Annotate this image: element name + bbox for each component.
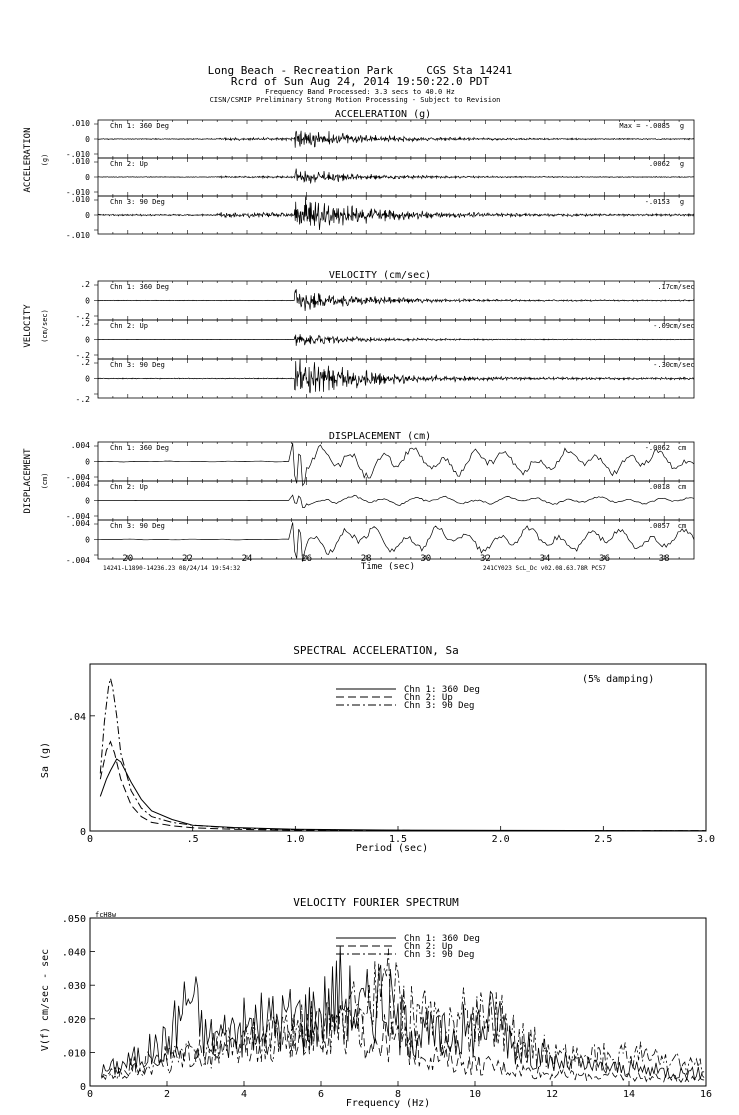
time-tick-label: 34 [539,554,551,564]
legend-label: Chn 3: 90 Deg [404,701,475,711]
x-tick-label: 1.0 [286,834,305,845]
velocity-channel-1 [76,280,695,321]
displacement-units: (cm) [41,472,49,490]
waveform [98,197,694,230]
y-tick-label-top: .004 [70,480,90,489]
x-tick-label: 2.0 [491,834,510,845]
time-history-panels [66,119,695,565]
y-tick-label-top: .2 [80,319,90,328]
channel-label: Chn 1: 360 Deg [110,283,170,291]
fs-ylabel: V(f) cm/sec - sec [40,948,51,1052]
channel-peak: -.30 [653,361,670,369]
channel-peak: -.0062 [644,444,670,452]
y-tick-label-bottom: -.010 [65,150,90,159]
channel-peak: .0018 [648,483,670,491]
title-line-2: Rcrd of Sun Aug 24, 2014 19:50:22.0 PDT [230,75,490,88]
channel-label: Chn 2: Up [110,322,148,330]
y-tick-label-top: .2 [80,280,90,289]
displacement-side-label: DISPLACEMENT [23,448,33,514]
velocity-units: (cm/sec) [41,309,49,343]
y-tick-label-zero: 0 [85,457,90,467]
channel-unit: g [679,122,685,130]
y-tick-label-zero: 0 [85,335,90,345]
x-tick-label: .5 [186,834,199,845]
time-axis-label: Time (sec) [360,562,416,572]
channel-label: Chn 1: 360 Deg [110,444,170,452]
channel-label: Chn 3: 90 Deg [110,522,165,530]
waveform [98,131,694,148]
fs-note: fcH8w [95,911,117,919]
channel-unit: cm [677,444,687,452]
sa-title: SPECTRAL ACCELERATION, Sa [293,644,459,657]
fs-title: VELOCITY FOURIER SPECTRUM [293,896,459,909]
channel-label: Chn 3: 90 Deg [110,198,165,206]
y-tick-label-top: .010 [70,157,90,166]
y-tick-label-bottom: -.2 [75,312,90,321]
x-tick-label: 1.5 [388,834,408,845]
y-tick-label-bottom: -.2 [75,395,90,404]
channel-label: Chn 3: 90 Deg [110,361,165,369]
channel-unit: cm [677,483,687,491]
time-tick-label: 20 [122,554,134,564]
y-tick-label-zero: 0 [85,296,90,306]
displacement-channel-2 [66,480,694,521]
channel-label: Chn 1: 360 Deg [110,122,170,130]
fs-legend [336,934,480,960]
x-tick-label: 0 [86,834,94,845]
sa-legend [336,685,480,711]
fs-series [102,946,705,1082]
y-tick-label-top: .004 [70,441,90,450]
time-tick-label: 24 [241,554,253,564]
x-tick-label: 0 [86,1089,94,1100]
waveform [98,289,694,311]
time-tick-label: 28 [360,554,372,564]
sa-xlabel: Period (sec) [355,843,429,854]
x-tick-label: 2 [163,1089,171,1100]
y-tick-label: .040 [61,947,86,959]
channel-peak: .0057 [648,522,670,530]
velocity-side-label: VELOCITY [23,304,33,348]
displacement-title: DISPLACEMENT (cm) [328,431,432,442]
velocity-channel-3 [76,358,695,404]
title-line-3: Frequency Band Processed: 3.3 secs to 40.0 Hz [265,88,455,96]
y-tick-label: .030 [61,981,86,993]
fs-ticks [62,914,712,1100]
channel-unit: cm/sec [669,283,695,291]
y-tick-label-bottom: -.010 [65,231,90,240]
y-tick-label: .020 [61,1014,86,1026]
legend-label: Chn 2: Up [404,942,453,952]
title-line-4: CISN/CSMIP Preliminary Strong Motion Processing - Subject to Revision [209,96,501,104]
x-tick-label: 14 [622,1089,636,1100]
y-tick-label-zero: 0 [85,496,90,506]
waveform [98,334,694,346]
legend-label: Chn 2: Up [404,693,453,703]
y-tick-label-bottom: -.010 [65,188,90,197]
waveform [98,495,694,507]
channel-unit: cm/sec [669,322,695,330]
time-tick-label: 22 [181,554,193,564]
series-line-2 [100,742,706,831]
acceleration-units: (g) [41,153,49,167]
y-tick-label-top: .010 [70,119,90,128]
time-tick-label: 38 [658,554,670,564]
fs-xlabel: Frequency (Hz) [345,1098,431,1109]
x-tick-label: 10 [468,1089,482,1100]
legend-label: Chn 1: 360 Deg [404,685,480,695]
waveform [98,169,694,184]
y-tick-label: 0 [79,827,86,838]
accel-channel-1 [66,119,694,159]
waveform [98,359,694,394]
sa-ylabel: Sa (g) [40,741,51,779]
y-tick-label-top: .004 [70,519,90,528]
acceleration-title: ACCELERATION (g) [334,109,432,120]
x-tick-label: 16 [699,1089,713,1100]
channel-unit: cm [677,522,687,530]
y-tick-label: 0 [79,1082,86,1093]
legend-label: Chn 3: 90 Deg [404,950,475,960]
legend-label: Chn 1: 360 Deg [404,934,480,944]
y-tick-label-top: .010 [70,195,90,204]
series-line-2 [102,1001,705,1082]
channel-peak: .0062 [648,160,670,168]
time-tick-label: 30 [420,554,432,564]
x-tick-label: 8 [394,1089,402,1100]
channel-unit: g [679,160,685,168]
y-tick-label-zero: 0 [85,135,90,144]
channel-peak: -.09 [653,322,670,330]
displacement-channel-1 [66,441,694,486]
velocity-channel-2 [76,319,695,360]
channel-peak: Max = -.0085 [619,122,670,130]
y-tick-label-zero: 0 [85,211,90,220]
y-tick-label: .050 [61,914,86,925]
time-tick-label: 32 [479,554,491,564]
channel-peak: -.0153 [644,198,670,206]
time-tick-label: 26 [301,554,313,564]
x-tick-label: 2.5 [594,834,613,845]
y-tick-label: .010 [61,1048,86,1060]
x-tick-label: 3.0 [696,834,716,845]
channel-label: Chn 2: Up [110,160,148,168]
accel-channel-2 [66,157,694,197]
title-line-1: Long Beach - Recreation Park CGS Sta 14241 [207,64,513,77]
y-tick-label-bottom: -.004 [65,556,90,565]
y-tick-label-bottom: -.2 [75,351,90,360]
x-tick-label: 6 [317,1089,325,1100]
channel-unit: g [679,198,685,206]
velocity-title: VELOCITY (cm/sec) [328,270,432,281]
y-tick-label-zero: 0 [85,374,90,384]
y-tick-label-bottom: -.004 [65,473,90,482]
series-line-3 [102,949,705,1080]
x-tick-label: 12 [545,1089,559,1100]
sa-note: (5% damping) [582,674,655,685]
channel-unit: cm/sec [669,361,695,369]
footer-left: 14241-L1890-14236.23 08/24/14 19:54:32 [103,565,241,572]
channel-peak: .17 [657,283,670,291]
y-tick-label-bottom: -.004 [65,512,90,521]
fs-frame [90,918,706,1086]
accel-channel-3 [66,195,694,240]
footer-right: 241CY023 ScL_Dc v02.08.63.78R PC57 [483,565,606,572]
acceleration-side-label: ACCELERATION [23,127,33,193]
sa-frame [90,664,706,831]
y-tick-label-top: .2 [80,358,90,367]
y-tick-label-zero: 0 [85,173,90,182]
series-line-1 [100,759,706,831]
x-tick-label: 4 [240,1089,248,1100]
y-tick-label: .04 [67,711,86,723]
channel-label: Chn 2: Up [110,483,148,491]
y-tick-label-zero: 0 [85,535,90,545]
time-tick-label: 36 [599,554,611,564]
